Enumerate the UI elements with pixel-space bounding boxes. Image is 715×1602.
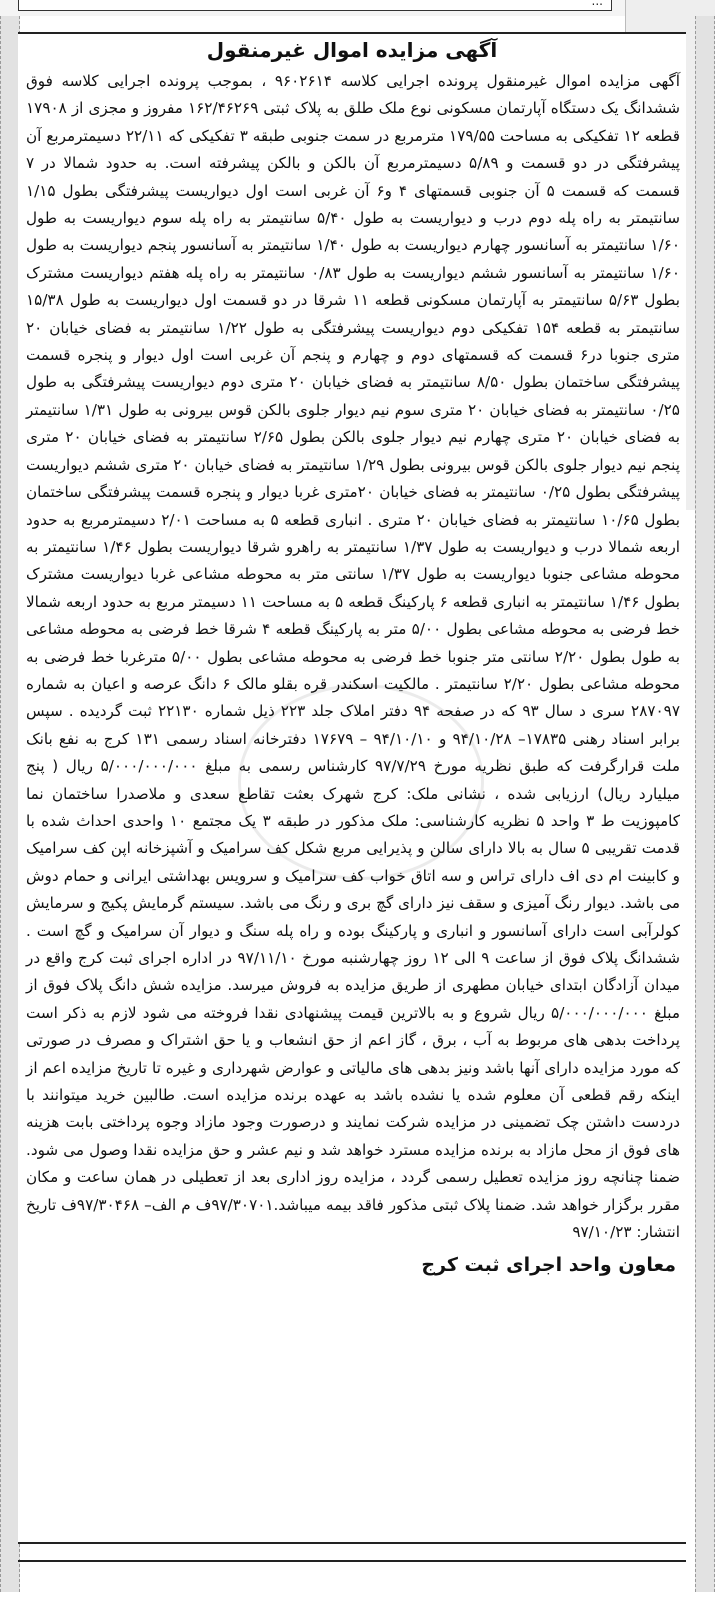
previous-notice-text: ... — [591, 0, 603, 8]
auction-notice — [18, 32, 686, 1544]
next-notice-box — [18, 1560, 686, 1602]
previous-notice-box — [18, 0, 612, 11]
right-dashed-rail — [695, 16, 715, 1592]
notice-signature: معاون واحد اجرای ثبت کرج — [421, 1254, 676, 1277]
notice-title: آگهی مزایده اموال غیرمنقول — [206, 38, 498, 62]
notice-body — [18, 68, 686, 1246]
notice-paragraph: آگهی مزایده اموال غیرمنقول پرونده اجرایی کلاسه ۹۶۰۲۶۱۴ ، بموجب پرونده اجرایی کلاسه فوق ششدانگ یک دستگاه آپارتمان مسکونی نوع ملک طلق به پلاک ثبتی ۱۶۲/۴۶۲۶۹ مفروز و مجزی از ۱۷۹۰۸ قطعه ۱۲ تفکیکی به مساحت ۱۷۹/۵۵ مترمربع در سمت جنوبی طبقه ۳ تفکیکی که ۲۲/۱۱ دسیمترمربع آن پیشرفتگی در دو قسمت و ۵/۸۹ دسیمترمربع آن بالکن و بالکن پیشرفته است. به حدود شمالا در ۷ قسمت که قسمت ۵ آن جنوبی قسمتهای ۴ و۶ آن غربی است اول دیواریست پیشرفتگی بطول ۱/۱۵ سانتیمتر به راه پله دوم درب و دیواریست به طول ۵/۴۰ سانتیمتر به راه پله سوم دیواریست به طول ۱/۶۰ سانتیمتر به آسانسور چهارم دیواریست به طول ۱/۴۰ سانتیمتر به آسانسور پنجم دیواریست به طول ۱/۶۰ سانتیمتر به آسانسور ششم دیواریست به طول ۰/۸۳ سانتیمتر به راه پله هفتم دیواریست مشترک بطول ۵/۶۳ سانتیمتر به آپارتمان مسکونی قطعه ۱۱ شرقا در دو قسمت اول دیواریست به طول ۱۵/۳۸ سانتیمتر به قطعه ۱۵۴ تفکیکی دوم دیواریست پیشرفتگی به طول ۱/۲۲ سانتیمتر به فضای خیابان ۲۰ متری جنوبا در۶ قسمت که قسمتهای دوم و چهارم و پنجم آن غربی است اول دیوار و پنجره قسمت پیشرفتگی ساختمان بطول ۸/۵۰ سانتیمتر به فضای خیابان ۲۰ متری دوم دیواریست پیشرفتگی به طول ۰/۲۵ سانتیمتر به فضای خیابان ۲۰ متری سوم نیم دیوار جلوی بالکن قوس بیرونی به طول ۱/۳۱ سانتیمتر به فضای خیابان ۲۰ متری چهارم نیم دیوار جلوی بالکن بطول ۲/۶۵ سانتیمتر به فضای خیابان ۲۰ متری پنجم نیم دیوار جلوی بالکن قوس بیرونی بطول ۱/۲۹ سانتیمتر به فضای خیابان ۲۰ متری ششم دیواریست پیشرفتگی بطول ۰/۲۵ سانتیمتر به فضای خیابان ۲۰متری غربا دیوار و پنجره قسمت پیشرفتگی ساختمان بطول ۱۰/۶۵ سانتیمتر به فضای خیابان ۲۰ متری . انباری قطعه ۵ به مساحت ۲/۰۱ دسیمترمربع به حدود اربعه شمالا درب و دیواریست به طول ۱/۳۷ سانتیمتر به راهرو شرقا دیواریست بطول ۱/۴۶ سانتیمتر به محوطه مشاعی جنوبا دیواریست به طول ۱/۳۷ سانتی متر به محوطه مشاعی غربا دیواریست مشترک بطول ۱/۴۶ سانتیمتر به انباری قطعه ۶ پارکینگ قطعه ۵ به مساحت ۱۱ دسیمتر مربع به حدود اربعه شمالا خط فرضی به محوطه مشاعی بطول ۵/۰۰ متر به پارکینگ قطعه ۴ شرقا خط فرضی به محوطه مشاعی به طول بطول ۲/۲۰ سانتی متر جنوبا خط فرضی به محوطه مشاعی بطول ۵/۰۰ مترغربا خط فرضی به محوطه مشاعی بطول ۲/۲۰ سانتیمتر . مالکیت اسکندر قره بقلو مالک ۶ دانگ عرصه و اعیان به شماره ۲۸۷۰۹۷ سری د سال ۹۳ که در صفحه ۹۴ دفتر املاک جلد ۲۲۳ ذیل شماره ۲۲۱۳۰ ثبت گردیده . سپس برابر اسناد رهنی ۱۷۸۳۵– ۹۴/۱۰/۲۸ و ۹۴/۱۰/۱۰ – ۱۷۶۷۹ دفترخانه اسناد رسمی ۱۳۱ کرج به نفع بانک ملت قرارگرفت که طبق نظریه مورخ ۹۷/۷/۲۹ کارشناس رسمی به مبلغ ۵/۰۰۰/۰۰۰/۰۰۰ ریال ( پنج میلیارد ریال) ارزیابی شده ، نشانی ملک: کرج شهرک بعثت تقاطع سعدی و ملاصدرا ساختمان نما کامپوزیت ط ۳ واحد ۵ نظریه کارشناسی: ملک مذکور در طبقه ۳ یک مجتمع ۱۰ واحدی احداث شده با قدمت تقریبی ۵ سال به بالا دارای سالن و پذیرایی مربع شکل کف سرامیک و آشپزخانه اپن کف سرامیک و کابینت ام دی اف دارای تراس و سه اتاق خواب کف سرامیک و سرویس بهداشتی ایرانی و حمام دوش می باشد. دیوار رنگ آمیزی و سقف نیز دارای گچ بری و رنگ می باشد. سیستم گرمایش پکیج و سرمایش کولرآبی است دارای آسانسور و انباری و پارکینگ بوده و راه پله سنگ و دیوار آن سرامیک و گچ است . ششدانگ پلاک فوق از ساعت ۹ الی ۱۲ روز چهارشنبه مورخ ۹۷/۱۱/۱۰ در اداره اجرای ثبت کرج واقع در میدان آزادگان ابتدای خیابان مطهری از طریق مزایده به فروش میرسد. مزایده شش دانگ پلاک فوق از مبلغ ۵/۰۰۰/۰۰۰/۰۰۰ ریال شروع و به بالاترین قیمت پیشنهادی نقدا فروخته می شود لازم به ذکر است پرداخت بدهی های مربوط به آب ، برق ، گاز اعم از حق انشعاب و یا حق اشتراک و مصرف در صورتی که مورد مزایده دارای آنها باشد ونیز بدهی های مالیاتی و عوارض شهرداری و غیره تا تاریخ مزایده اعم از اینکه رقم قطعی آن معلوم شده یا نشده باشد به عهده برنده مزایده است. طالبین خرید میتوانند با دردست داشتن چک تضمینی در مزایده شرکت نمایند و درصورت وجود مازاد وجوه پرداختی بابت هزینه های فوق از محل مازاد به برنده مزایده مسترد خواهد شد و نیم عشر و حق مزایده نقدا وصول می شود. ضمنا چنانچه روز مزایده تعطیل رسمی گردد ، مزایده روز اداری بعد از تعطیلی در همان ساعت و مکان مقرر برگزار خواهد شد. ضمنا پلاک ثبتی مذکور فاقد بیمه میباشد.۹۷/۳۰۷۰۱ف م الف– ۹۷/۳۰۴۶۸ف تاریخ انتشار: ۹۷/۱۰/۲۳ — [26, 72, 681, 1242]
left-dashed-rail — [0, 16, 20, 1592]
